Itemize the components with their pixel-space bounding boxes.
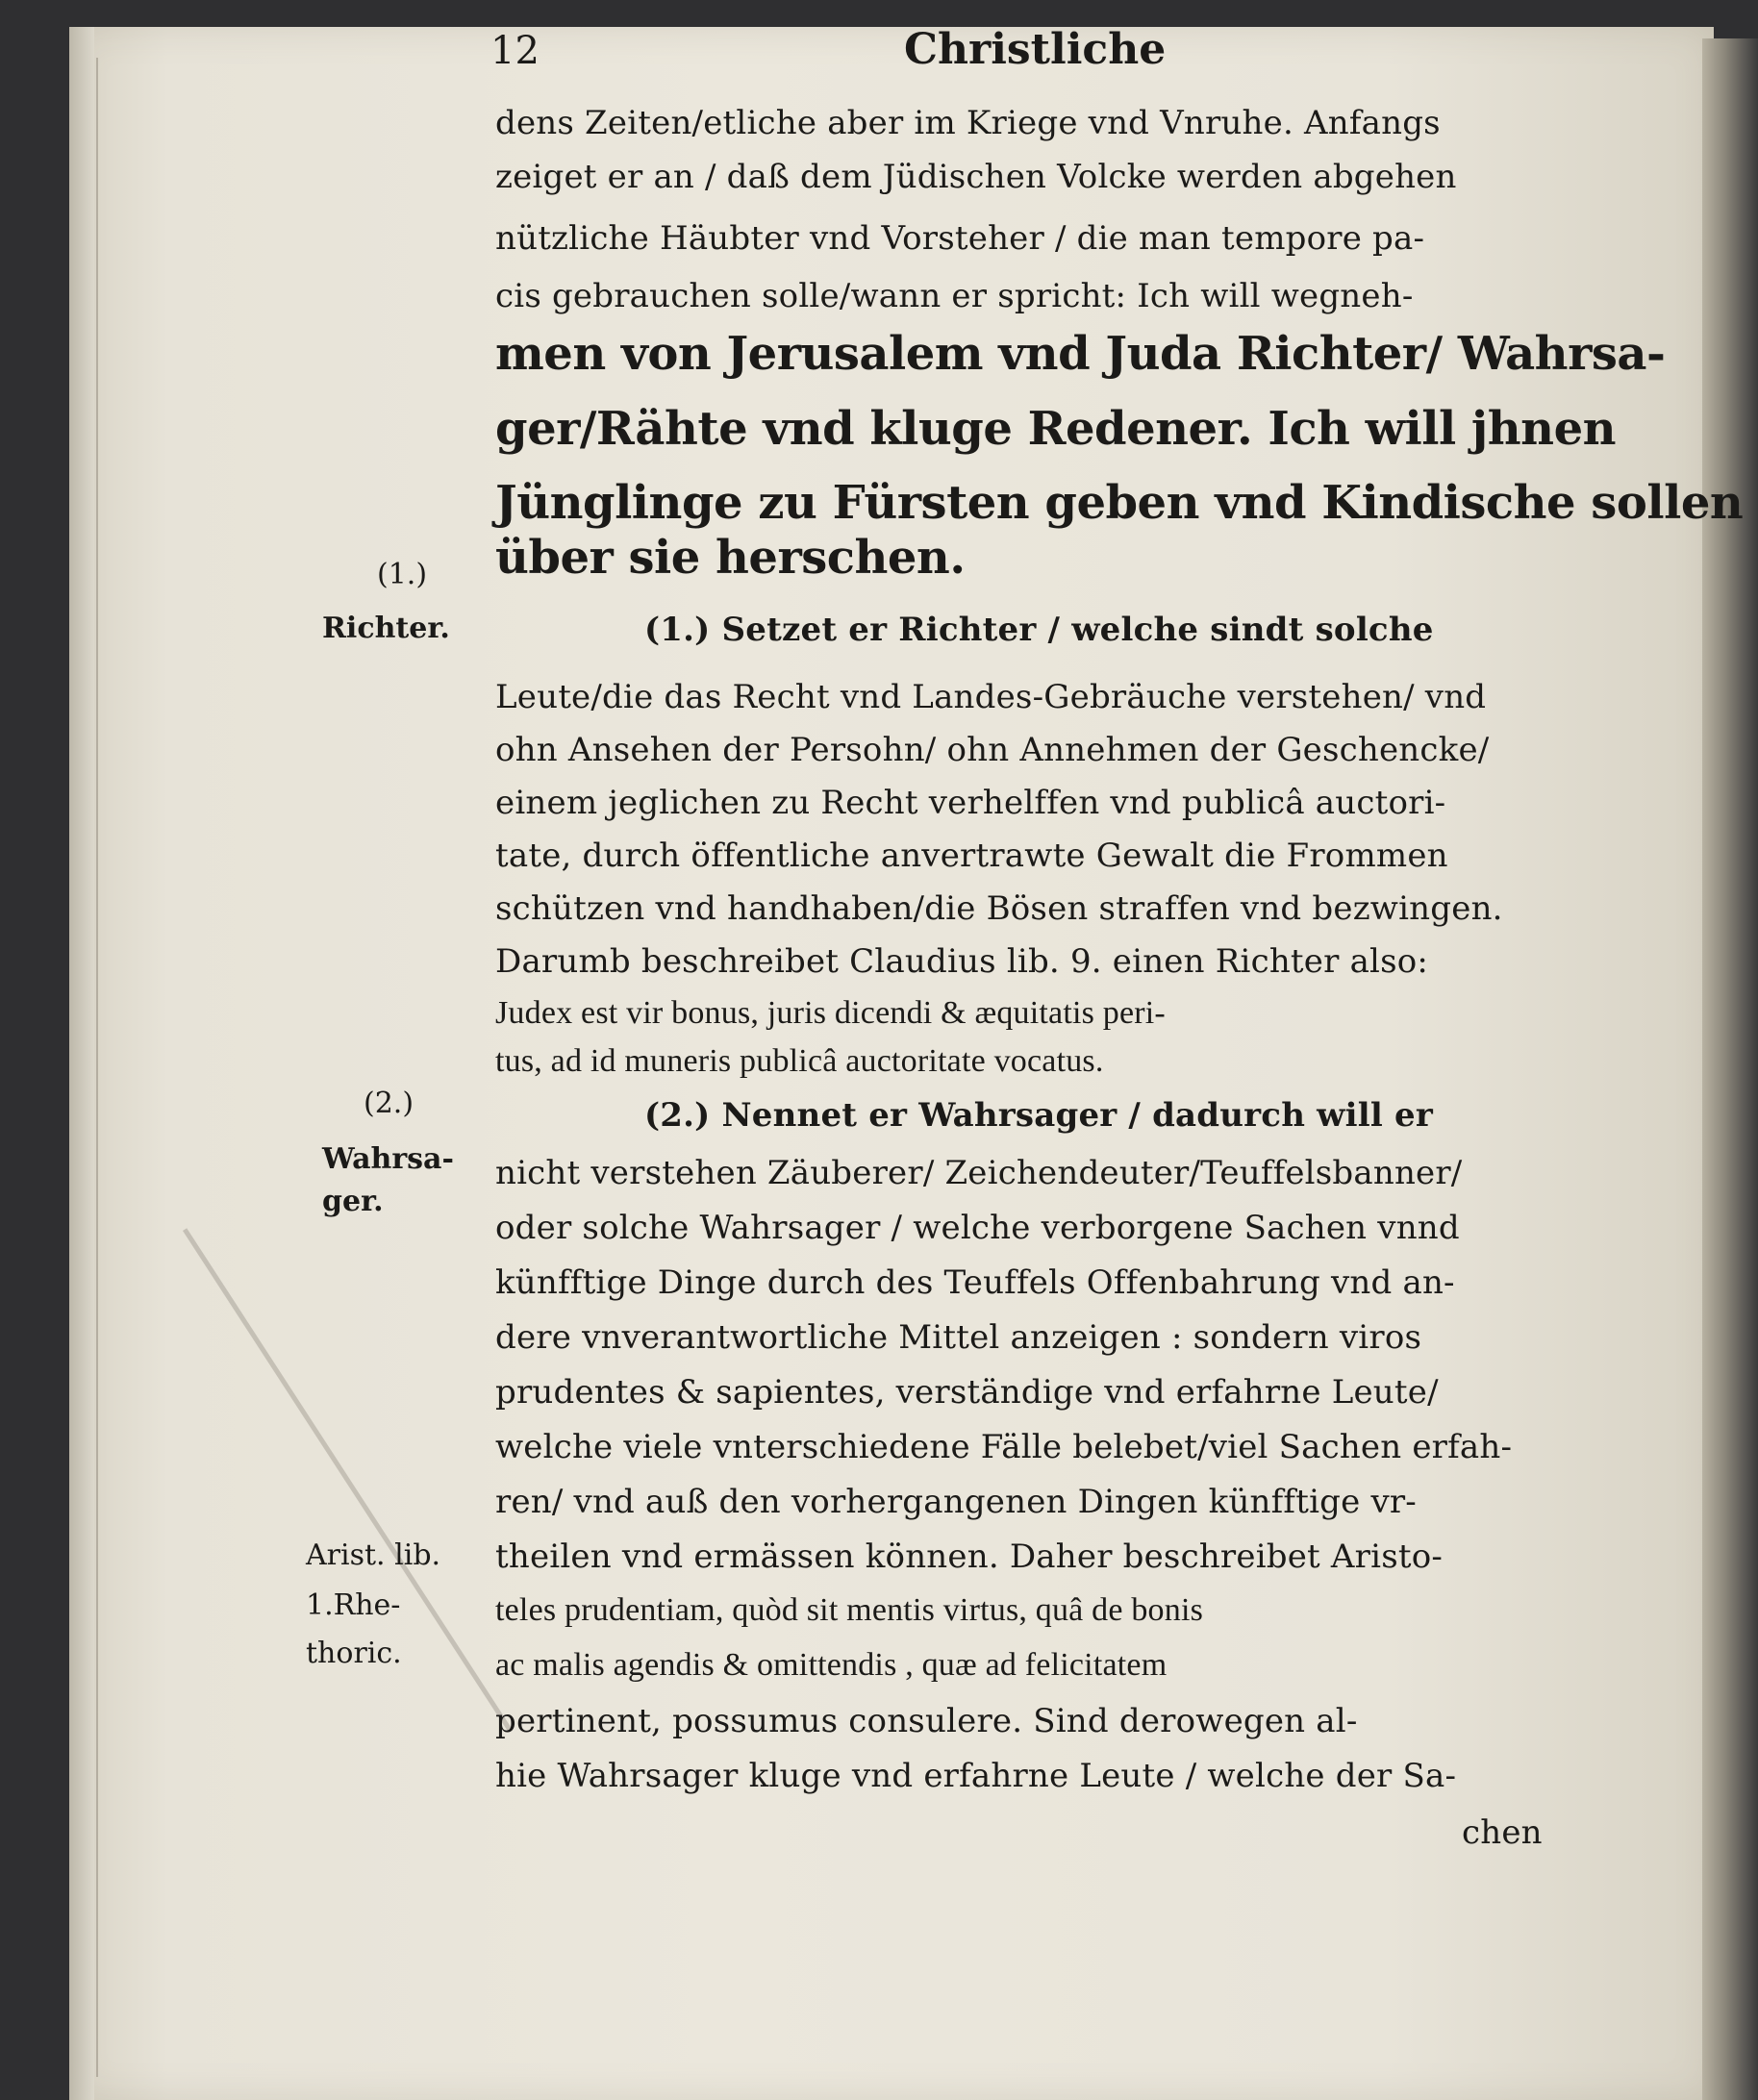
running-title: Christliche [904,25,1167,74]
margin-note: Wahrsa- [322,1142,454,1176]
body-line: nützliche Häubter vnd Vorsteher / die man tempore pa- [495,219,1425,258]
body-line: ren/ vnd auß den vorhergangenen Dingen künfftige vr- [495,1483,1418,1521]
body-line: hie Wahrsager kluge vnd erfahrne Leute / welche der Sa- [495,1757,1457,1795]
body-line: Darumb beschreibet Claudius lib. 9. einen Richter also: [495,942,1429,981]
body-line: ac malis agendis & omittendis , quæ ad felicitatem [495,1647,1168,1683]
margin-note: 1.Rhe- [306,1588,401,1622]
body-line: (1.) Setzet er Richter / welche sindt solche [644,611,1434,649]
body-line: tate, durch öffentliche anvertrawte Gewalt die Frommen [495,837,1448,875]
body-line: ohn Ansehen der Persohn/ ohn Annehmen der Geschencke/ [495,731,1490,769]
body-line: künfftige Dinge durch des Teuffels Offenbahrung vnd an- [495,1263,1455,1302]
body-line: pertinent, possumus consulere. Sind derowegen al- [495,1702,1358,1740]
body-line: nicht verstehen Zäuberer/ Zeichendeuter/Teuffelsbanner/ [495,1154,1463,1192]
body-line: (2.) Nennet er Wahrsager / dadurch will er [644,1096,1433,1135]
body-line: oder solche Wahrsager / welche verborgene Sachen vnnd [495,1209,1460,1247]
margin-note: (1.) [377,558,428,591]
page-left-edge [69,27,94,2100]
fold-line [96,58,98,2077]
page-right-edge [1702,38,1758,2100]
margin-note: Arist. lib. [306,1538,441,1572]
body-line: cis gebrauchen solle/wann er spricht: Ich will wegneh- [495,277,1414,315]
body-line: welche viele vnterschiedene Fälle belebet/viel Sachen erfah- [495,1428,1513,1466]
body-line: dens Zeiten/etliche aber im Kriege vnd Vnruhe. Anfangs [495,104,1441,142]
body-line: tus, ad id muneris publicâ auctoritate vocatus. [495,1043,1104,1079]
body-line: schützen vnd handhaben/die Bösen straffen vnd bezwingen. [495,889,1503,928]
body-line: einem jeglichen zu Recht verhelffen vnd publicâ auctori- [495,784,1446,822]
page-number: 12 [490,29,540,73]
body-line: prudentes & sapientes, verständige vnd erfahrne Leute/ [495,1373,1439,1412]
margin-note: (2.) [364,1087,414,1120]
margin-note: Richter. [322,612,450,645]
margin-note: ger. [322,1185,384,1218]
body-line: Judex est vir bonus, juris dicendi & æquitatis peri- [495,995,1166,1031]
body-line-quote: über sie herschen. [495,531,966,585]
body-line: dere vnverantwortliche Mittel anzeigen : sondern viros [495,1318,1422,1357]
body-line: theilen vnd ermässen können. Daher beschreibet Aristo- [495,1538,1444,1576]
body-line-quote: ger/Rähte vnd kluge Redener. Ich will jhnen [495,402,1616,456]
catchword: chen [1462,1813,1543,1852]
body-line: teles prudentiam, quòd sit mentis virtus, quâ de bonis [495,1592,1204,1628]
margin-note: thoric. [306,1637,402,1670]
body-line-quote: Jünglinge zu Fürsten geben vnd Kindische sollen [495,476,1744,530]
body-line-quote: men von Jerusalem vnd Juda Richter/ Wahrsa- [495,327,1666,381]
body-line: zeiget er an / daß dem Jüdischen Volcke werden abgehen [495,158,1457,196]
body-line: Leute/die das Recht vnd Landes-Gebräuche verstehen/ vnd [495,678,1487,716]
